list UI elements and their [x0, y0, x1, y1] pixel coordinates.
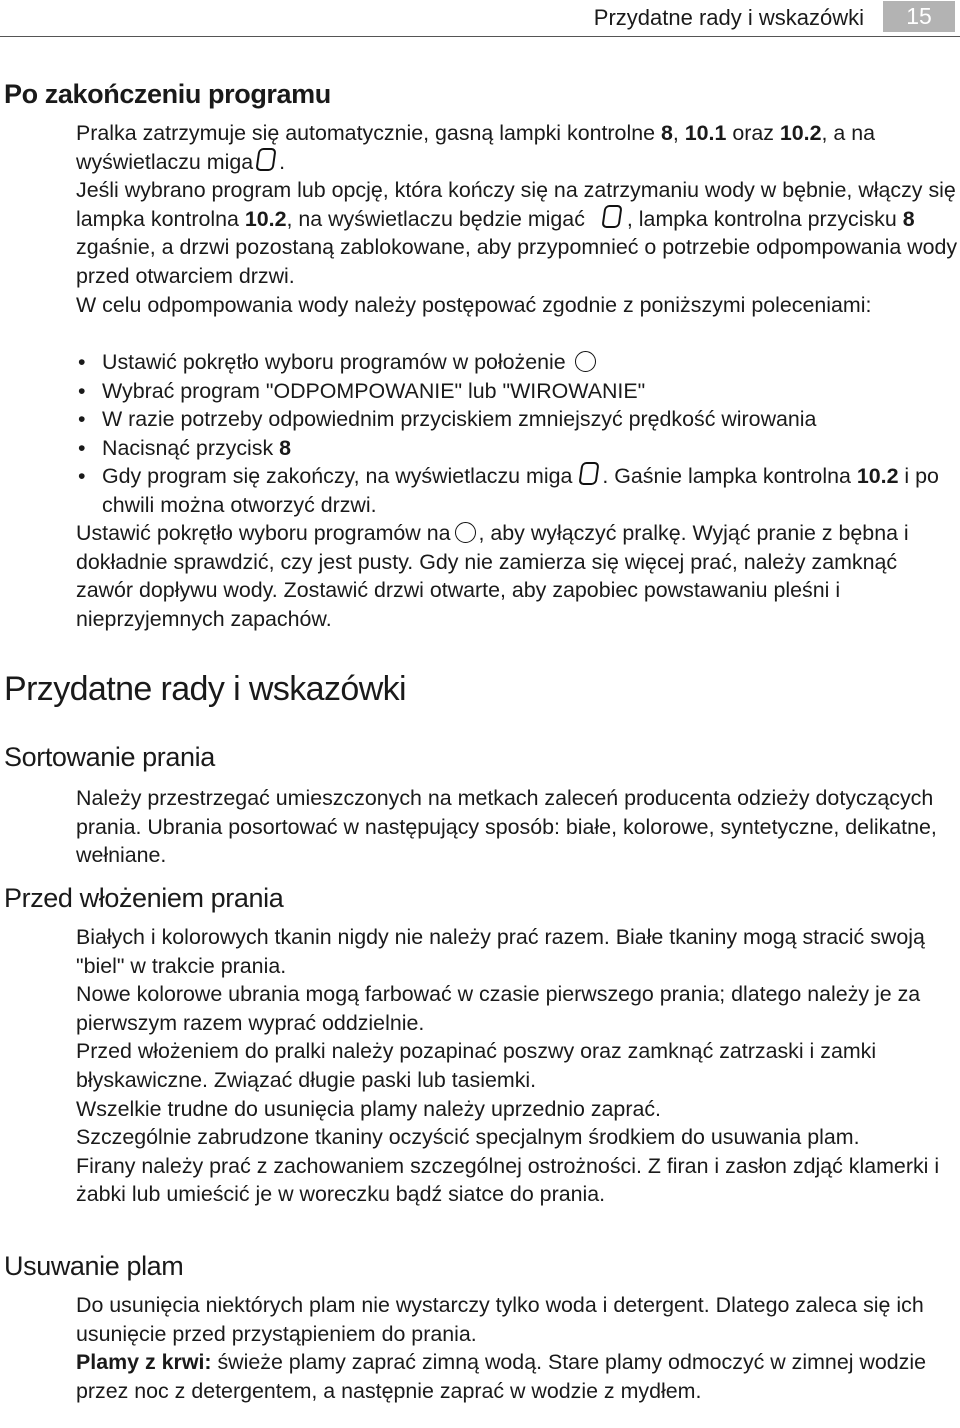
list-item: • W razie potrzeby odpowiednim przyciskiem zmniejszyć prędkość wirowania	[78, 407, 817, 432]
paragraph-drain-intro: W celu odpompowania wody należy postępować zgodnie z poniższymi poleceniami:	[76, 292, 872, 317]
circle-icon	[575, 351, 596, 372]
after-program-text	[76, 119, 960, 319]
paragraph-curtains: Firany należy prać z zachowaniem szczególnej ostrożności. Z firan i zasłon zdjąć klamerki i żabki lub umieścić je w woreczku bądź siatce do prania.	[76, 1153, 940, 1207]
paragraph-sorting: Należy przestrzegać umieszczonych na metkach zaleceń producenta odzieży dotyczących prania. Ubrania posortować w następujący sposób: białe, kolorowe, syntetyczne, delikatne, wełniane.	[76, 786, 937, 868]
list-item: • Gdy program się zakończy, na wyświetlaczu miga . Gaśnie lampka kontrolna 10.2 i po chwili można otworzyć drzwi.	[78, 464, 939, 517]
section-heading-after-program: Po zakończeniu programu	[4, 79, 331, 109]
paragraph-colors: Białych i kolorowych tkanin nigdy nie należy prać razem. Białe tkaniny mogą stracić swoją "biel" w trakcie prania.	[76, 925, 925, 978]
paragraph-lamps-off: Pralka zatrzymuje się automatycznie, gasną lampki kontrolne 8, 10.1 oraz 10.2, a na wyświetlaczu miga .	[76, 121, 876, 174]
display-zero-icon	[579, 462, 600, 485]
before-loading-text	[76, 923, 960, 1209]
paragraph-water-stop: Jeśli wybrano program lub opcję, która kończy się na zatrzymaniu wody w bębnie, włączy się lampka kontrolna 10.2, na wyświetlaczu będzie migać , lampka kontrolna przycisku 8 zgaśnie, a drzwi pozostaną zablokowane, aby przypomnieć o potrzebie odpompowania wody przed otwarciem drzwi.	[76, 178, 958, 288]
page-header	[0, 0, 960, 40]
subheading-sorting: Sortowanie prania	[4, 742, 215, 772]
paragraph-dirty-fabrics: Szczególnie zabrudzone tkaniny oczyścić specjalnym środkiem do usuwania plam.	[76, 1125, 860, 1150]
header-title: Przydatne rady i wskazówki	[593, 5, 864, 30]
drain-steps-list	[76, 348, 960, 520]
display-zero-icon	[256, 148, 277, 171]
paragraph-fasteners: Przed włożeniem do pralki należy pozapinać poszwy oraz zamknąć zatrzaski i zamki błyskawiczne. Związać długie paski lub tasiemki.	[76, 1039, 877, 1092]
circle-icon	[455, 522, 476, 543]
paragraph-new-colors: Nowe kolorowe ubrania mogą farbować w czasie pierwszego prania; dlatego należy je za pierwszym razem wyprać oddzielnie.	[76, 982, 921, 1035]
display-zero-icon	[601, 205, 622, 228]
list-item: • Ustawić pokrętło wyboru programów w położenie	[76, 348, 960, 377]
paragraph-switch-off: Ustawić pokrętło wyboru programów na , aby wyłączyć pralkę. Wyjąć pranie z bębna i dokładnie sprawdzić, czy jest pusty. Gdy nie zamierza się więcej prać, należy zamknąć zawór dopływu wody. Zostawić drzwi otwarte, aby zapobiec powstawaniu pleśni i nieprzyjemnych zapachów.	[76, 521, 909, 631]
list-item: • Nacisnąć przycisk 8	[78, 435, 292, 460]
paragraph-pretreat: Wszelkie trudne do usunięcia plamy należy uprzednio zaprać.	[76, 1096, 661, 1121]
stains-text	[76, 1291, 960, 1405]
paragraph-blood-stains: Plamy z krwi: świeże plamy zaprać zimną wodą. Stare plamy odmoczyć w zimnej wodzie przez noc z detergentem, a następnie zaprać w wodzie z mydłem.	[76, 1350, 927, 1403]
list-item: • Wybrać program "ODPOMPOWANIE" lub "WIROWANIE"	[78, 378, 646, 403]
page-number: 15	[883, 1, 955, 32]
paragraph-stains-intro: Do usunięcia niektórych plam nie wystarczy tylko woda i detergent. Dlatego zaleca się ich usunięcie przed przystąpieniem do prania.	[76, 1293, 924, 1346]
subheading-before-loading: Przed włożeniem prania	[4, 883, 284, 913]
header-divider	[0, 36, 960, 37]
subheading-stains: Usuwanie plam	[4, 1251, 184, 1281]
section-heading-tips: Przydatne rady i wskazówki	[4, 670, 406, 708]
